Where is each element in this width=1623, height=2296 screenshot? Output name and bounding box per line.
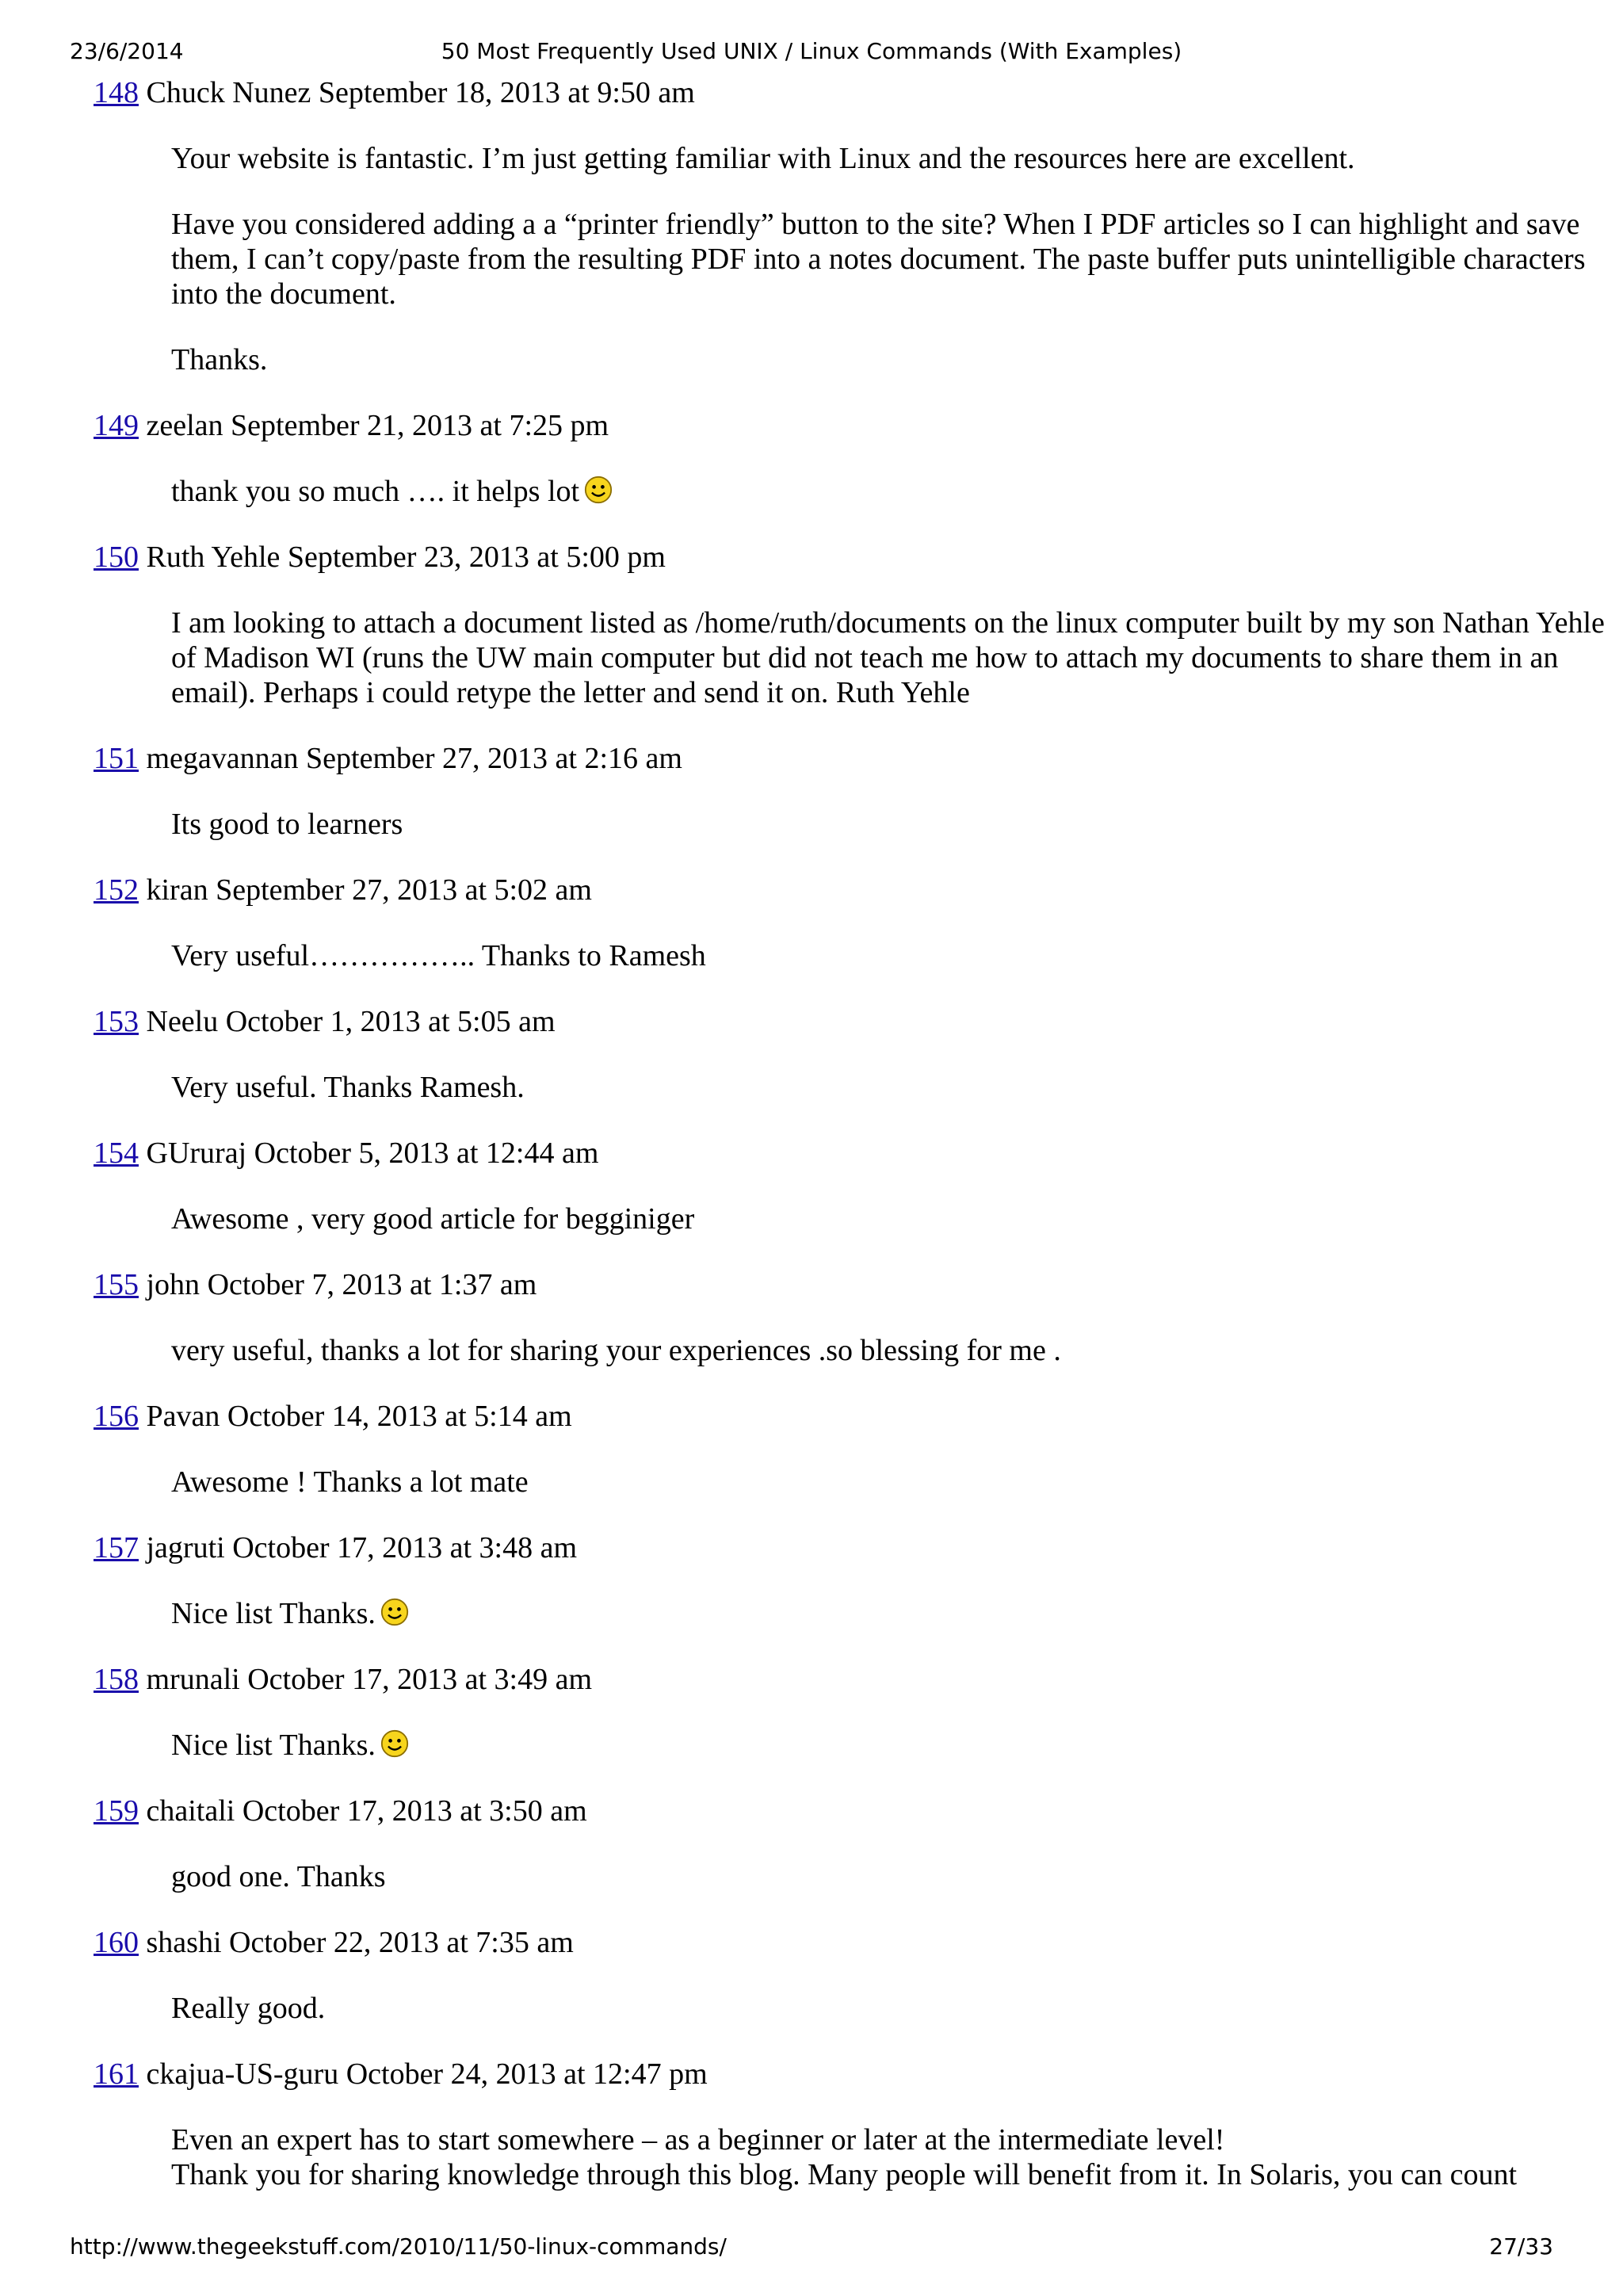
- comment-body: [171, 1201, 1621, 1236]
- comment-date: September 23, 2013 at 5:00 pm: [287, 541, 666, 574]
- comment-author: shashi: [146, 1926, 222, 1959]
- comment-body: [171, 1596, 1621, 1631]
- comment-item: [94, 1794, 1552, 1894]
- comment-author: jagruti: [146, 1531, 225, 1564]
- comment-header: [94, 540, 1552, 575]
- comment-paragraph: [171, 1465, 1621, 1499]
- comment-paragraph: [171, 342, 1621, 377]
- comment-paragraph: [171, 1991, 1621, 2026]
- comment-author: Ruth Yehle: [146, 541, 281, 574]
- comment-date: September 21, 2013 at 7:25 pm: [231, 409, 609, 442]
- comment-body: [171, 474, 1621, 509]
- comment-text: I am looking to attach a document listed as /home/ruth/documents on the linux computer built by my son Nathan Yehle of Madison WI (runs the UW main computer but did not teach me how to attach my documents to share them in an email). Perhaps i could retype the letter and send it on. Ruth Yehle: [171, 606, 1605, 709]
- comment-number-link[interactable]: 157: [94, 1531, 139, 1564]
- comment-header: [94, 873, 1552, 907]
- comment-body: [171, 1465, 1621, 1499]
- comment-body: [171, 938, 1621, 973]
- comment-text: Nice list Thanks.: [171, 1729, 376, 1762]
- comment-header: [94, 75, 1552, 110]
- comment-item: [94, 873, 1552, 973]
- comment-number-link[interactable]: 149: [94, 409, 139, 442]
- comment-date: October 7, 2013 at 1:37 am: [207, 1268, 537, 1301]
- comment-list: [94, 75, 1605, 2223]
- comment-paragraph: [171, 1333, 1621, 1368]
- comment-date: October 24, 2013 at 12:47 pm: [346, 2057, 708, 2091]
- comment-item: [94, 2057, 1552, 2192]
- comment-author: john: [146, 1268, 200, 1301]
- comment-text: Thanks.: [171, 343, 268, 376]
- comment-number-link[interactable]: 158: [94, 1663, 139, 1696]
- comment-paragraph: [171, 1201, 1621, 1236]
- comment-date: September 18, 2013 at 9:50 am: [318, 76, 695, 109]
- comment-text: Your website is fantastic. I’m just getting familiar with Linux and the resources here are excellent.: [171, 142, 1355, 175]
- comment-body: [171, 807, 1621, 842]
- comment-item: [94, 540, 1605, 710]
- comment-date: October 1, 2013 at 5:05 am: [225, 1005, 556, 1038]
- comment-date: October 17, 2013 at 3:49 am: [247, 1663, 592, 1696]
- comment-author: Pavan: [146, 1400, 220, 1433]
- comment-paragraph: [171, 207, 1621, 311]
- comment-body: [171, 1728, 1621, 1763]
- comment-text: Really good.: [171, 1992, 326, 2025]
- comment-header: [94, 1530, 1552, 1565]
- comment-item: [94, 1399, 1552, 1499]
- comment-paragraph: [171, 2122, 1621, 2192]
- comment-text: Awesome ! Thanks a lot mate: [171, 1465, 529, 1499]
- comment-date: October 14, 2013 at 5:14 am: [227, 1400, 572, 1433]
- comment-item: [94, 1530, 1552, 1631]
- comment-item: [94, 408, 1552, 509]
- comment-header: [94, 741, 1552, 776]
- comment-author: zeelan: [146, 409, 223, 442]
- comment-number-link[interactable]: 159: [94, 1794, 139, 1828]
- comment-number-link[interactable]: 156: [94, 1400, 139, 1433]
- comment-text: Awesome , very good article for begginiger: [171, 1202, 695, 1236]
- comment-date: September 27, 2013 at 5:02 am: [216, 873, 592, 907]
- comment-item: [94, 1004, 1552, 1105]
- comment-text: Very useful. Thanks Ramesh.: [171, 1071, 525, 1104]
- comment-header: [94, 1399, 1552, 1434]
- comment-paragraph: [171, 1596, 1621, 1631]
- smiley-icon: [584, 476, 613, 504]
- comment-paragraph: [171, 141, 1621, 176]
- comment-paragraph: [171, 606, 1621, 710]
- comment-date: September 27, 2013 at 2:16 am: [306, 742, 682, 775]
- comment-date: October 17, 2013 at 3:48 am: [232, 1531, 577, 1564]
- comment-header: [94, 1267, 1552, 1302]
- comment-body: [171, 1859, 1621, 1894]
- comment-paragraph: [171, 1728, 1621, 1763]
- comment-item: [94, 741, 1552, 842]
- page-number: 27/33: [1489, 2233, 1553, 2260]
- comment-author: kiran: [146, 873, 208, 907]
- comment-date: October 22, 2013 at 7:35 am: [229, 1926, 574, 1959]
- comment-text: Very useful…………….. Thanks to Ramesh: [171, 939, 706, 972]
- comment-header: [94, 1004, 1552, 1039]
- comment-text: very useful, thanks a lot for sharing your experiences .so blessing for me .: [171, 1334, 1061, 1367]
- comment-text: Its good to learners: [171, 808, 403, 841]
- print-date: 23/6/2014: [70, 38, 184, 64]
- comment-number-link[interactable]: 148: [94, 76, 139, 109]
- print-footer: [0, 2233, 1623, 2265]
- comment-header: [94, 2057, 1552, 2092]
- comment-paragraph: [171, 1859, 1621, 1894]
- comment-body: [171, 141, 1621, 377]
- comment-number-link[interactable]: 152: [94, 873, 139, 907]
- comment-date: October 5, 2013 at 12:44 am: [254, 1137, 599, 1170]
- comment-paragraph: [171, 938, 1621, 973]
- comment-body: [171, 606, 1621, 710]
- comment-paragraph: [171, 474, 1621, 509]
- comment-author: megavannan: [146, 742, 299, 775]
- comment-header: [94, 1662, 1552, 1697]
- comment-author: chaitali: [146, 1794, 235, 1828]
- comment-item: [94, 1925, 1552, 2026]
- comment-author: mrunali: [146, 1663, 240, 1696]
- comment-date: October 17, 2013 at 3:50 am: [242, 1794, 587, 1828]
- comment-number-link[interactable]: 160: [94, 1926, 139, 1959]
- comment-text: good one. Thanks: [171, 1860, 386, 1893]
- comment-number-link[interactable]: 161: [94, 2057, 139, 2091]
- comment-number-link[interactable]: 151: [94, 742, 139, 775]
- comment-number-link[interactable]: 153: [94, 1005, 139, 1038]
- comment-header: [94, 1136, 1552, 1171]
- comment-text: Have you considered adding a a “printer friendly” button to the site? When I PDF articles so I can highlight and save them, I can’t copy/paste from the resulting PDF into a notes document. The paste buffer puts unintelligible characters into the document.: [171, 208, 1586, 311]
- page-url: http://www.thegeekstuff.com/2010/11/50-linux-commands/: [70, 2233, 727, 2260]
- comment-body: [171, 1333, 1621, 1368]
- comment-text: Even an expert has to start somewhere – as a beginner or later at the intermediate level! Thank you for sharing knowledge through this blog. Many people will benefit from it. In Solaris, you can count: [171, 2123, 1518, 2191]
- comment-number-link[interactable]: 150: [94, 541, 139, 574]
- comment-author: GUruraj: [146, 1137, 247, 1170]
- comment-header: [94, 408, 1552, 443]
- comment-text: thank you so much …. it helps lot: [171, 475, 580, 508]
- comment-text: Nice list Thanks.: [171, 1597, 376, 1630]
- comment-body: [171, 1991, 1621, 2026]
- comment-item: [94, 1136, 1552, 1236]
- comment-body: [171, 2122, 1621, 2192]
- comment-item: [94, 1662, 1552, 1763]
- comment-author: Neelu: [146, 1005, 219, 1038]
- comment-paragraph: [171, 807, 1621, 842]
- comment-header: [94, 1794, 1552, 1828]
- comment-paragraph: [171, 1070, 1621, 1105]
- comment-item: [94, 75, 1586, 377]
- smiley-icon: [380, 1729, 409, 1758]
- comment-author: Chuck Nunez: [146, 76, 311, 109]
- comment-number-link[interactable]: 155: [94, 1268, 139, 1301]
- print-header: [0, 38, 1623, 70]
- comment-body: [171, 1070, 1621, 1105]
- smiley-icon: [380, 1598, 409, 1626]
- comment-number-link[interactable]: 154: [94, 1137, 139, 1170]
- comment-header: [94, 1925, 1552, 1960]
- comment-item: [94, 1267, 1552, 1368]
- print-page-title: 50 Most Frequently Used UNIX / Linux Commands (With Examples): [441, 38, 1182, 64]
- comment-author: ckajua-US-guru: [146, 2057, 339, 2091]
